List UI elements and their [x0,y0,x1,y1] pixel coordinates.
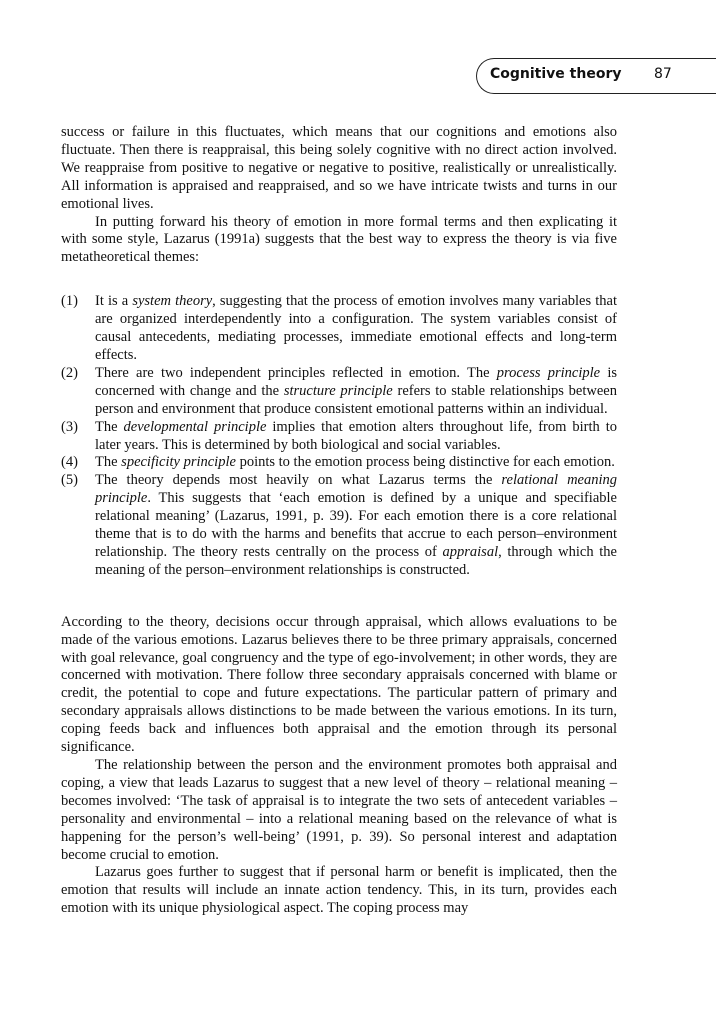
spacer [61,267,617,293]
running-header-title: Cognitive theory [490,66,622,82]
intro-paragraph-1: success or failure in this fluctuates, which means that our cognitions and emotions also fluctuate. Then there is reappraisal, this being solely cognitive with no direct action involved. We reappraise from positive to negative or negative to positive, realistically or unrealistically. All information is appraised and reappraised, and so we have intricate twists and turns in our emotional lives. [61,124,617,212]
theme-text: The specificity principle points to the emotion process being distinctive for each emotion. [95,454,615,471]
spacer [61,580,617,614]
intro-paragraph-2: In putting forward his theory of emotion in more formal terms and then explicating it with some style, Lazarus (1991a) suggests that the best way to express the theory is via five metatheoretical themes: [61,213,617,266]
theme-item-5 [61,472,617,579]
page-number: 87 [654,66,672,82]
body-paragraph-3: Lazarus goes further to suggest that if personal harm or benefit is implicated, then the emotion that results will include an innate action tendency. This, in its turn, provides each emotion with its unique physiological aspect. The coping process may [61,864,617,917]
theme-number: (3) [61,418,78,435]
theme-text: There are two independent principles reflected in emotion. The process principle is concerned with change and the structure principle refers to stable relationships between person and environment that produce consistent emotional patterns within an individual. [95,364,617,417]
theme-number: (1) [61,293,78,310]
theme-text: The developmental principle implies that emotion alters throughout life, from birth to later years. This is determined by both biological and social variables. [95,418,618,453]
body-paragraph-1: According to the theory, decisions occur through appraisal, which allows evaluations to be made of the various emotions. Lazarus believes there to be three primary appraisals, concerned with goal relevance, goal congruency and the type of ego-involvement; in other words, they are concerned with motivation. There follow three secondary appraisals concerned with blame or credit, the potential to cope and future expectations. The particular pattern of primary and secondary appraisals allows distinctions to be made between the various emotions. In its turn, coping feeds back and influences both appraisal and the emotion through its personal significance. [61,613,617,756]
theme-item-2 [61,365,617,419]
theme-item-4 [61,454,617,472]
theme-number: (2) [61,364,78,381]
theme-number: (5) [61,472,78,489]
theme-item-3 [61,419,617,455]
theme-number: (4) [61,454,78,471]
themes-list [61,293,617,580]
body-paragraph-2: The relationship between the person and the environment promotes both appraisal and coping, a view that leads Lazarus to suggest that a new level of theory – relational meaning – becomes involved: ‘The task of appraisal is to integrate the two sets of antecedent variables – personality and environmental – into a relational meaning based on the relevance of what is happening for the person’s well-being’ (1991, p. 39). So personal interest and adaptation become crucial to emotion. [61,757,617,863]
theme-item-1 [61,293,617,365]
theme-text: It is a system theory, suggesting that the process of emotion involves many variables that are organized interdependently into a configuration. The system variables consist of causal antecedents, mediating processes, immediate emotional effects and long-term effects. [95,293,617,363]
page-body [61,124,617,918]
theme-text: The theory depends most heavily on what Lazarus terms the relational meaning principle. This suggests that ‘each emotion is defined by a unique and specifiable relational meaning’ (Lazarus, 1991, p. 39). For each emotion there is a core relational theme that is to do with the harms and benefits that accrue to each person–environment relationship. The theory rests centrally on the process of appraisal, through which the meaning of the person–environment relationships is constructed. [95,472,618,578]
